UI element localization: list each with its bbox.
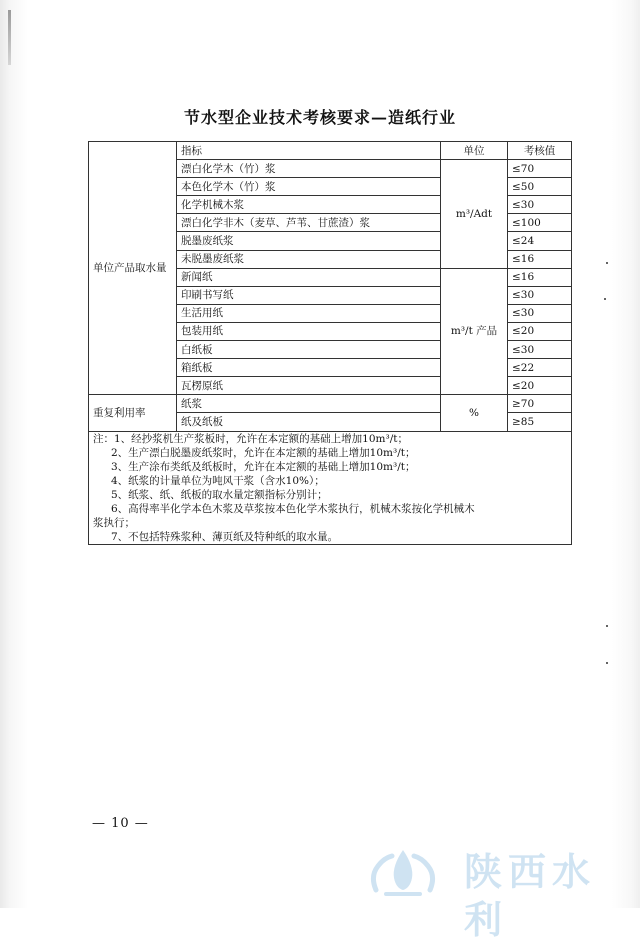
paper-value: ≤30 <box>508 286 572 304</box>
note-line: 5、纸浆、纸、纸板的取水量定额指标分别计； <box>111 488 328 501</box>
header-unit: 单位 <box>441 142 508 160</box>
category-product-water: 单位产品取水量 <box>89 142 177 395</box>
paper-value: ≤30 <box>508 304 572 322</box>
reuse-name: 纸及纸板 <box>177 413 441 431</box>
paper-name: 箱纸板 <box>177 359 441 377</box>
notes-cell <box>89 431 572 544</box>
header-assessment: 考核值 <box>508 142 572 160</box>
pulp-name: 本色化学木（竹）浆 <box>177 178 441 196</box>
table-row <box>89 395 572 413</box>
pulp-value: ≤50 <box>508 178 572 196</box>
note-line: 2、生产漂白脱墨废纸浆时，允许在本定额的基础上增加10m³/t； <box>111 446 416 459</box>
pulp-name: 化学机械木浆 <box>177 196 441 214</box>
paper-value: ≤16 <box>508 268 572 286</box>
table-header-row <box>89 142 572 160</box>
reuse-value: ≥85 <box>508 413 572 431</box>
reuse-value: ≥70 <box>508 395 572 413</box>
note-line: 注：1、经抄浆机生产浆板时，允许在本定额的基础上增加10m³/t； <box>93 432 408 445</box>
pulp-value: ≤16 <box>508 250 572 268</box>
note-line: 浆执行； <box>93 516 135 529</box>
pulp-name: 脱墨废纸浆 <box>177 232 441 250</box>
paper-value: ≤20 <box>508 377 572 395</box>
scan-speck <box>604 298 606 300</box>
pulp-value: ≤24 <box>508 232 572 250</box>
watermark-text: 陕西水利 <box>464 850 597 942</box>
paper-name: 生活用纸 <box>177 304 441 322</box>
reuse-name: 纸浆 <box>177 395 441 413</box>
paper-value: ≤20 <box>508 322 572 340</box>
pulp-value: ≤30 <box>508 196 572 214</box>
note-line: 3、生产涂布类纸及纸板时，允许在本定额的基础上增加10m³/t； <box>111 460 416 473</box>
scan-speck <box>606 262 608 264</box>
header-indicator: 指标 <box>177 142 441 160</box>
pulp-value: ≤70 <box>508 160 572 178</box>
paper-value: ≤30 <box>508 341 572 359</box>
paper-name: 包装用纸 <box>177 322 441 340</box>
note-line: 6、高得率半化学本色木浆及草浆按本色化学木浆执行，机械木浆按化学机械木 <box>111 502 475 515</box>
paper-name: 白纸板 <box>177 341 441 359</box>
paper-name: 新闻纸 <box>177 268 441 286</box>
note-line: 7、不包括特殊浆种、薄页纸及特种纸的取水量。 <box>111 530 339 543</box>
pulp-value: ≤100 <box>508 214 572 232</box>
water-drop-logo-icon <box>368 846 438 898</box>
document-title: 节水型企业技术考核要求—造纸行业 <box>183 108 456 127</box>
scan-speck <box>606 662 608 664</box>
category-reuse: 重复利用率 <box>89 395 177 431</box>
paper-unit: m³/t 产品 <box>441 268 508 395</box>
paper-value: ≤22 <box>508 359 572 377</box>
note-line: 4、纸浆的计量单位为吨风干浆（含水10%）； <box>111 474 325 487</box>
pulp-name: 漂白化学非木（麦草、芦苇、甘蔗渣）浆 <box>177 214 441 232</box>
scan-edge-mark <box>8 10 11 65</box>
pulp-name: 漂白化学木（竹）浆 <box>177 160 441 178</box>
water-assessment-table <box>88 141 572 545</box>
pulp-name: 未脱墨废纸浆 <box>177 250 441 268</box>
scan-speck <box>606 625 608 627</box>
notes-row <box>89 431 572 544</box>
paper-name: 印刷书写纸 <box>177 286 441 304</box>
page-number: — 10 — <box>92 816 149 831</box>
pulp-unit: m³/Adt <box>441 160 508 269</box>
reuse-unit: % <box>441 395 508 431</box>
paper-name: 瓦楞原纸 <box>177 377 441 395</box>
watermark-logo <box>368 844 630 942</box>
